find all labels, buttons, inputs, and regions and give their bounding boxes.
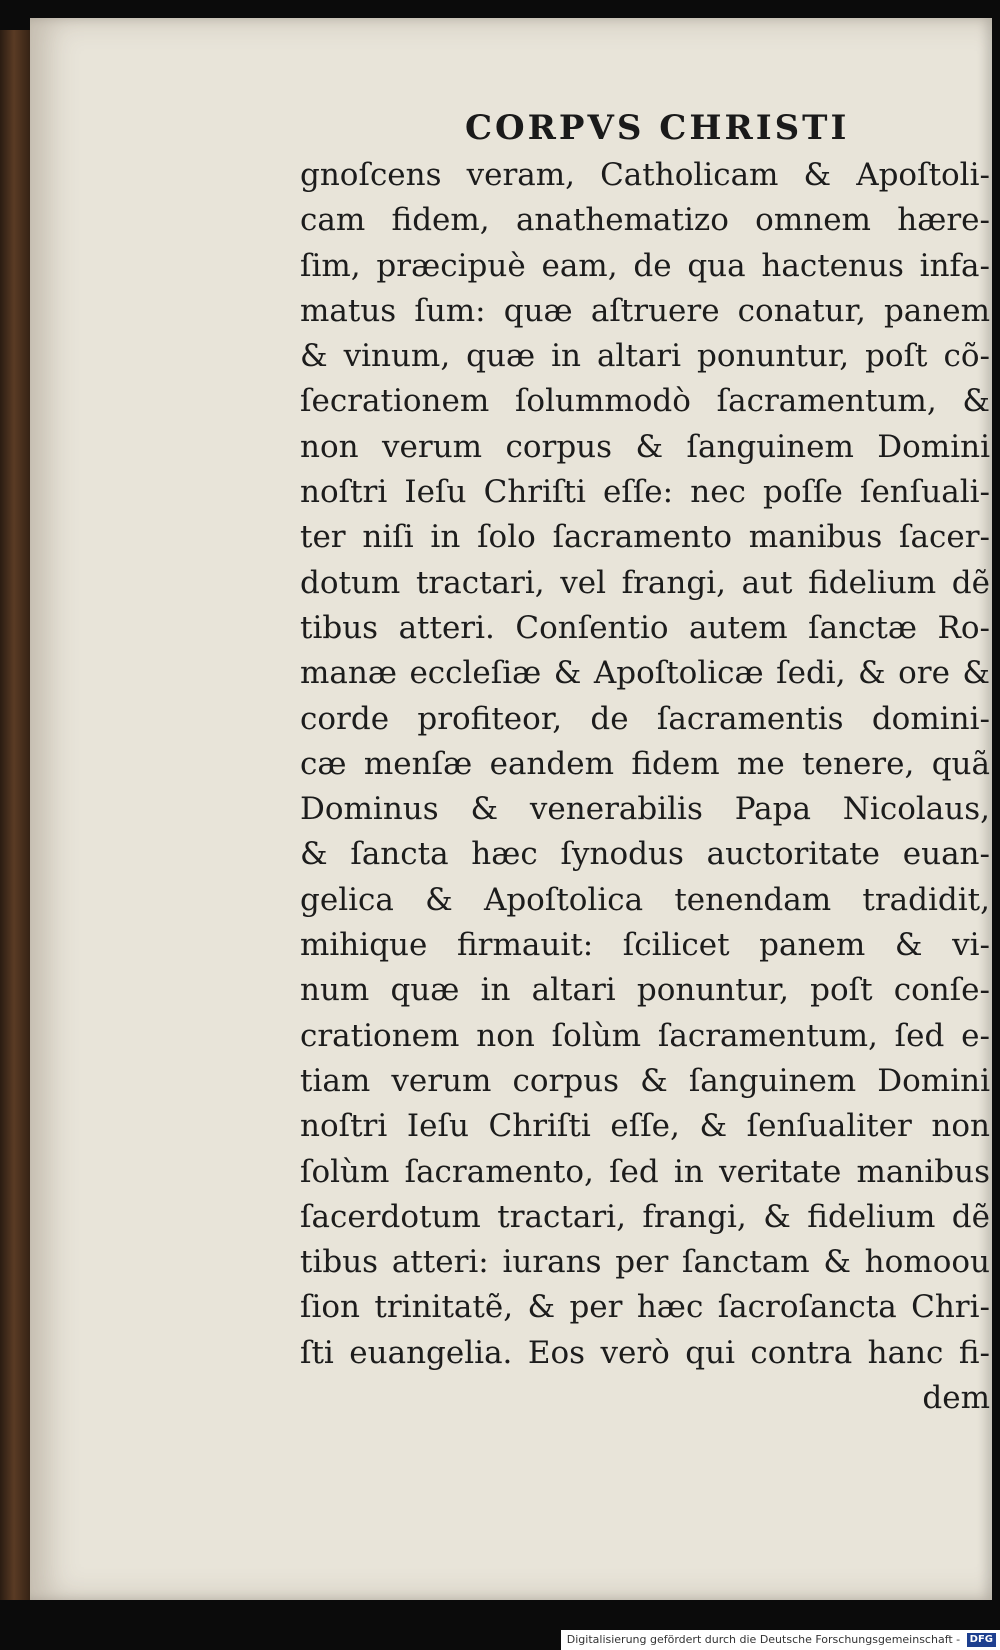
text-line: ſion trinitatẽ, & per hæc ſacroſancta Chri- (300, 1289, 990, 1326)
text-line: num quæ in altari ponuntur, poſt conſe- (300, 972, 990, 1009)
text-line: matus ſum: quæ aſtruere conatur, panem (300, 292, 990, 329)
credit-text: Digitalisierung gefördert durch die Deutsche Forschungsgemeinschaft - (566, 1633, 961, 1646)
running-head: CORPVS CHRISTI (465, 108, 850, 148)
text-line: gnoſcens veram, Catholicam & Apoſtoli- (300, 157, 990, 193)
digitization-credit (561, 1630, 1000, 1650)
text-line: cæ menſæ eandem fidem me tenere, quã (300, 745, 990, 782)
text-line: manæ eccleſiæ & Apoſtolicæ ſedi, & ore & (300, 655, 990, 692)
catchword: dem (922, 1380, 990, 1417)
text-line: & vinum, quæ in altari ponuntur, poſt cõ- (300, 338, 990, 375)
text-line: tiam verum corpus & ſanguinem Domini (300, 1062, 990, 1099)
text-line: & ſancta hæc ſynodus auctoritate euan- (300, 836, 990, 873)
text-line: ſolùm ſacramento, ſed in veritate manibus (300, 1153, 990, 1190)
book-page (30, 18, 992, 1600)
text-line: ſacerdotum tractari, frangi, & fidelium dẽ (300, 1198, 990, 1235)
text-line: corde profiteor, de ſacramentis domini- (300, 700, 990, 737)
dfg-logo: DFG (967, 1633, 996, 1647)
text-line: tibus atteri: iurans per ſanctam & homoou (300, 1244, 990, 1281)
text-line: noſtri Ieſu Chriſti eſſe: nec poſſe ſenſuali- (300, 474, 990, 511)
text-line: ter niſi in ſolo ſacramento manibus ſacer- (300, 519, 990, 556)
text-line: noſtri Ieſu Chriſti eſſe, & ſenſualiter non (300, 1108, 990, 1145)
body-text (300, 153, 990, 1421)
text-line: ſti euangelia. Eos verò qui contra hanc fi- (300, 1334, 990, 1371)
text-line: Dominus & venerabilis Papa Nicolaus, (300, 791, 990, 828)
text-line: ſim, præcipuè eam, de qua hactenus infa- (300, 247, 990, 284)
text-line: ſecrationem ſolummodò ſacramentum, & (300, 383, 990, 420)
text-line: cam fidem, anathematizo omnem hære- (300, 202, 990, 239)
text-line: dotum tractari, vel frangi, aut fidelium dẽ (300, 564, 990, 601)
text-line: gelica & Apoſtolica tenendam tradidit, (300, 881, 990, 918)
text-line: non verum corpus & ſanguinem Domini (300, 428, 990, 465)
text-line: mihique firmauit: ſcilicet panem & vi- (300, 927, 990, 964)
text-line: tibus atteri. Conſentio autem ſanctæ Ro- (300, 609, 990, 646)
text-line: crationem non ſolùm ſacramentum, ſed e- (300, 1017, 990, 1054)
